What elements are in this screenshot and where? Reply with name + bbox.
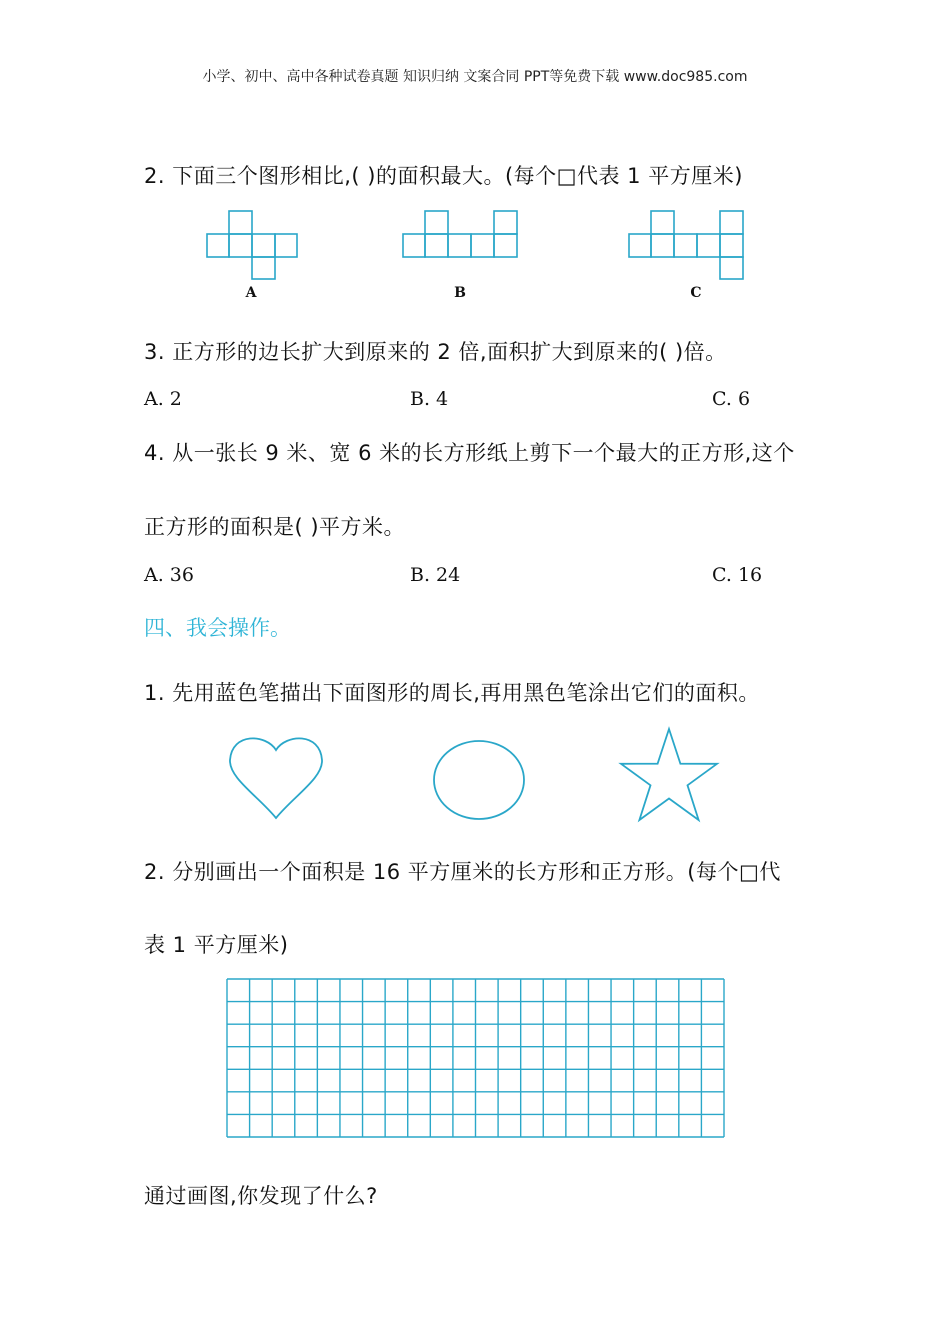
figure-b-cells (403, 211, 517, 257)
operation-2-line-2: 表 1 平方厘米) (144, 933, 289, 957)
question-4-line-1: 4. 从一张长 9 米、宽 6 米的长方形纸上剪下一个最大的正方形,这个 (144, 441, 795, 465)
figure-c-cells (629, 211, 743, 279)
question-2-text: 2. 下面三个图形相比,( )的面积最大。(每个□代表 1 平方厘米) (144, 164, 743, 188)
question-3-text: 3. 正方形的边长扩大到原来的 2 倍,面积扩大到原来的( )倍。 (144, 340, 727, 364)
operation-2-line-1: 2. 分别画出一个面积是 16 平方厘米的长方形和正方形。(每个□代 (144, 860, 781, 884)
question-4-option-b: B. 24 (410, 564, 461, 586)
figure-a-label: A (245, 285, 257, 301)
footer-question: 通过画图,你发现了什么? (144, 1184, 378, 1208)
operation-1-text: 1. 先用蓝色笔描出下面图形的周长,再用黑色笔涂出它们的面积。 (144, 681, 760, 705)
page-header: 小学、初中、高中各种试卷真题 知识归纳 文案合同 PPT等免费下载 www.doc985.com (202, 69, 748, 85)
ellipse-icon (432, 739, 526, 821)
question-4-option-c: C. 16 (712, 564, 763, 586)
figure-a (206, 210, 298, 280)
figure-b (402, 210, 518, 260)
star-icon (617, 726, 721, 822)
question-3-option-b: B. 4 (410, 388, 449, 410)
figure-a-cells (207, 211, 297, 279)
question-4-line-2: 正方形的面积是( )平方米。 (144, 515, 406, 539)
drawing-grid[interactable] (226, 978, 725, 1138)
figure-c (628, 210, 744, 280)
figure-c-label: C (690, 285, 702, 301)
question-4-option-a: A. 36 (144, 564, 194, 586)
heart-icon (228, 734, 324, 820)
question-3-option-c: C. 6 (712, 388, 751, 410)
figure-b-label: B (454, 285, 466, 301)
question-3-option-a: A. 2 (144, 388, 182, 410)
section-4-title: 四、我会操作。 (144, 616, 291, 640)
